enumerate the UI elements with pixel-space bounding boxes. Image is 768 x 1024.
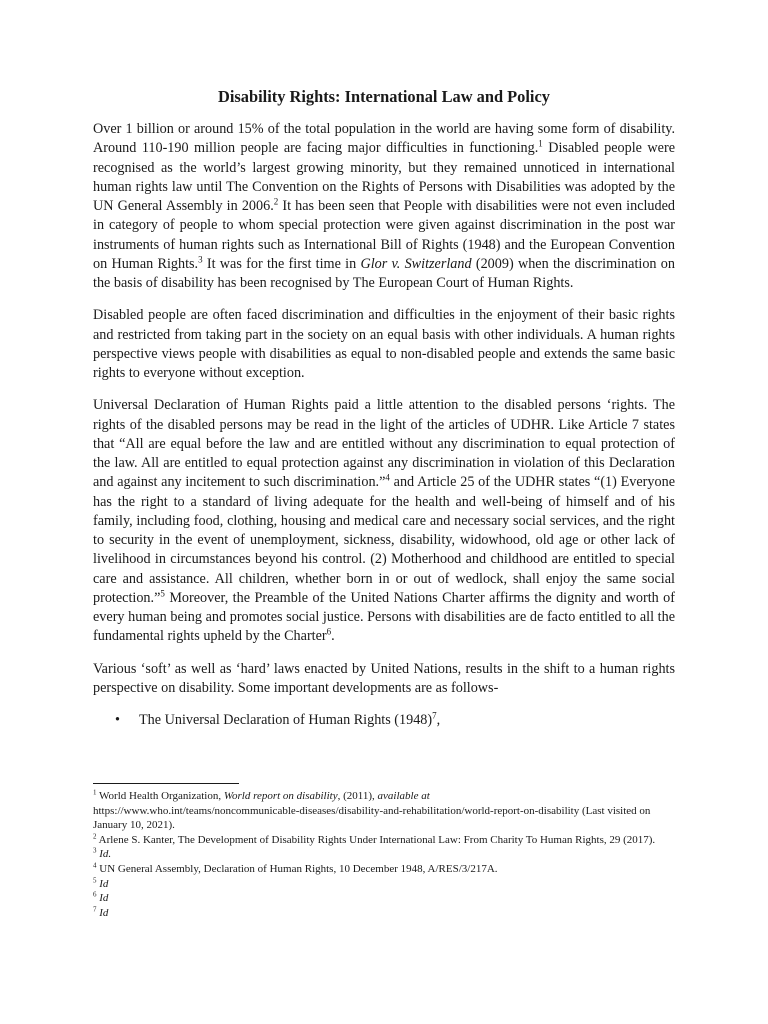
footnote-text: Id. (96, 848, 112, 861)
footnote-number: 5 (93, 875, 97, 884)
footnote-text: , (2011), (337, 790, 378, 802)
footnote-number: 2 (93, 832, 97, 841)
footnote-separator (93, 783, 239, 784)
footnote-ref-5[interactable]: 5 (160, 588, 165, 599)
footnote-number: 1 (93, 788, 97, 797)
document-title: Disability Rights: International Law and Policy (218, 87, 550, 106)
footnote-ref-6[interactable]: 6 (326, 626, 332, 637)
paragraph-3-text-a: Universal Declaration of Human Rights paid a little attention to the disabled persons ‘rights. The rights of the disabled persons may be read in the light of the articles of UDHR. Like Article 7 states that “All are equal before the law and are entitled without any discrimination to equal protection of the law. All are entitled to equal protection against any discrimination in violation of this Declaration and against any incitement to such discrimination.” (93, 397, 675, 491)
footnote-text: Id (96, 892, 109, 905)
footnote-ref-1[interactable]: 1 (538, 138, 543, 149)
footnote-italic: World report on disability (223, 790, 338, 802)
footnote-text: UN General Assembly, Declaration of Human Rights, 10 December 1948, A/RES/3/217A. (96, 862, 498, 875)
paragraph-1 (93, 120, 675, 293)
paragraph-4: Various ‘soft’ as well as ‘hard’ laws enacted by United Nations, results in the shift to a human rights perspective on disability. Some important developments are as follows- (93, 660, 675, 696)
paragraph-3-text-b: and Article 25 of the UDHR states “(1) Everyone has the right to a standard of living adequate for the health and well-being of himself and of his family, including food, clothing, housing and medical care and necessary social services, and the right to security in the event of unemployment, sickness, disability, widowhood, old age or other lack of livelihood in circumstances beyond his control. (2) Motherhood and childhood are entitled to special care and assistance. All children, whether born in or out of wedlock, shall enjoy the same social protection.” (93, 474, 675, 606)
developments-list (93, 711, 675, 730)
footnote-number: 3 (93, 846, 97, 855)
paragraph-3-text-d: . (331, 628, 335, 645)
paragraph-1-text-a: Over 1 billion or around 15% of the total population in the world are having some form of disability. Around 110-190 million people are facing major difficulties in functioning. (93, 121, 675, 157)
footnote-text: Id (96, 877, 109, 890)
footnote-url[interactable]: https://www.who.int/teams/noncommunicable-diseases/disability-and-rehabilitation/world-report-on-disability (Last visited on January 10, 2021). (93, 804, 651, 832)
footnote-ref-7[interactable]: 7 (432, 710, 437, 721)
paragraph-3-text-c: Moreover, the Preamble of the United Nations Charter affirms the dignity and worth of every human being and promotes social justice. Persons with disabilities are de facto entitled to all the fundamental rights upheld by the Charter (93, 589, 675, 645)
footnote-italic: available at (377, 790, 430, 802)
footnote-number: 7 (93, 905, 97, 914)
paragraph-1-text-e: (2009) when the discrimination on the basis of disability has been recognised by The European Court of Human Rights. (93, 255, 675, 291)
footnote-5 (93, 877, 683, 892)
footnote-ref-2[interactable]: 2 (273, 196, 279, 207)
footnote-6 (93, 891, 683, 906)
footnote-ref-3[interactable]: 3 (198, 254, 203, 265)
document-body (93, 120, 675, 730)
list-item-text: The Universal Declaration of Human Rights (1948) (139, 712, 433, 728)
footnote-4 (93, 862, 683, 877)
footnote-text: Arlene S. Kanter, The Development of Disability Rights Under International Law: From Charity To Human Rights, 29 (2017). (96, 833, 656, 846)
footnote-2 (93, 833, 683, 848)
paragraph-1-text-d: It was for the first time in (202, 255, 361, 272)
footnote-text: Id (96, 906, 109, 919)
paragraph-1-text-b: Disabled people were recognised as the world’s largest growing minority, but they remained unnoticed in international human rights law until The Convention on the Rights of Persons with Disabilities was adopted by the UN General Assembly in 2006. (93, 140, 675, 214)
footnotes (93, 789, 683, 920)
list-item-punct: , (436, 712, 441, 728)
footnote-7 (93, 906, 683, 921)
list-item (93, 711, 675, 730)
footnote-number: 6 (93, 890, 97, 899)
paragraph-3 (93, 396, 675, 646)
paragraph-1-text-c: It has been seen that People with disabilities were not even included in category of people to whom special protection were given against discrimination in the post war instruments of human rights such as International Bill of Rights (1948) and the European Convention on Human Rights. (93, 198, 676, 272)
case-name: Glor v. Switzerland (360, 255, 472, 272)
footnote-3 (93, 847, 683, 862)
footnote-number: 4 (93, 861, 97, 870)
paragraph-2: Disabled people are often faced discrimination and difficulties in the enjoyment of their basic rights and restricted from taking part in the society on an equal basis with other individuals. A human rights perspective views people with disabilities as equal to non-disabled people and extends the same basic rights to everyone without exception. (93, 307, 675, 381)
footnote-1 (93, 789, 683, 833)
footnote-ref-4[interactable]: 4 (385, 472, 390, 483)
footnote-text: World Health Organization, (96, 790, 224, 802)
